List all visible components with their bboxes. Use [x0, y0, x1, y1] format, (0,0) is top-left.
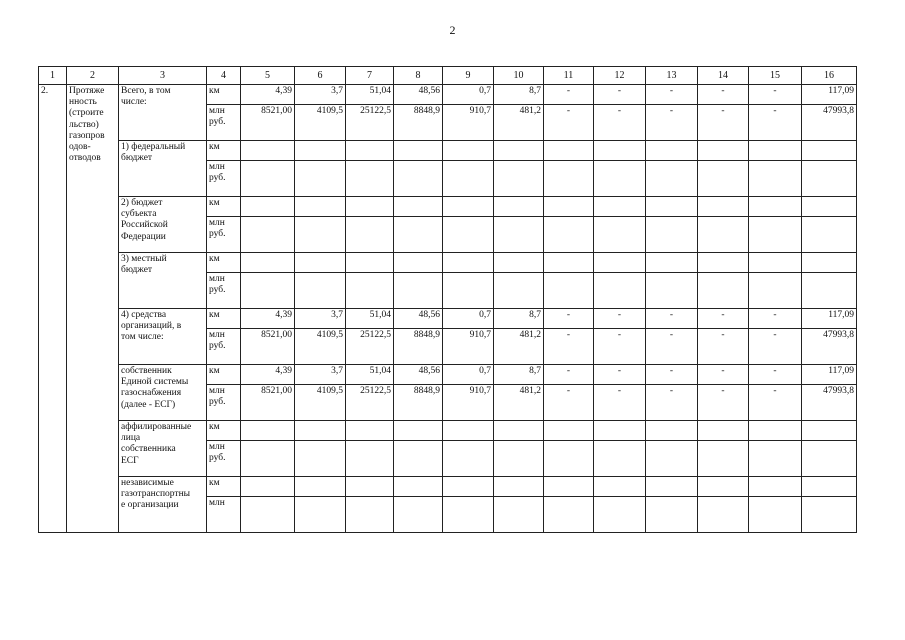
value-cell: [241, 161, 295, 197]
value-cell: -: [646, 385, 698, 421]
value-cell: [802, 421, 857, 441]
value-cell: [394, 477, 443, 497]
value-cell: [295, 197, 346, 217]
value-cell: 51,04: [346, 309, 394, 329]
value-cell: [494, 197, 544, 217]
category-label: аффилированные лица собственника ЕСГ: [119, 421, 207, 477]
value-cell: 8,7: [494, 365, 544, 385]
value-cell: -: [646, 85, 698, 105]
value-cell: [698, 197, 749, 217]
value-cell: 3,7: [295, 365, 346, 385]
value-cell: 481,2: [494, 329, 544, 365]
unit-cell: км: [207, 141, 241, 161]
value-cell: [544, 141, 594, 161]
value-cell: -: [749, 385, 802, 421]
value-cell: [544, 161, 594, 197]
value-cell: [443, 477, 494, 497]
value-cell: 51,04: [346, 365, 394, 385]
value-cell: [646, 477, 698, 497]
value-cell: -: [544, 365, 594, 385]
section-title: Протяже нность (строите льство) газопров одов- отводов: [67, 85, 119, 533]
header-cell: 6: [295, 67, 346, 85]
value-cell: 8848,9: [394, 329, 443, 365]
value-cell: -: [749, 365, 802, 385]
value-cell: [698, 161, 749, 197]
value-cell: 8848,9: [394, 385, 443, 421]
unit-cell: млн руб.: [207, 273, 241, 309]
value-cell: [802, 477, 857, 497]
value-cell: [594, 253, 646, 273]
value-cell: 4109,5: [295, 385, 346, 421]
value-cell: -: [749, 105, 802, 141]
value-cell: [544, 441, 594, 477]
category-label: 1) федеральный бюджет: [119, 141, 207, 197]
value-cell: 910,7: [443, 329, 494, 365]
value-cell: 910,7: [443, 105, 494, 141]
value-cell: [749, 253, 802, 273]
value-cell: 47993,8: [802, 385, 857, 421]
value-cell: [594, 161, 646, 197]
value-cell: [544, 273, 594, 309]
value-cell: [394, 253, 443, 273]
unit-cell: млн руб.: [207, 105, 241, 141]
unit-cell: млн руб.: [207, 385, 241, 421]
value-cell: -: [698, 385, 749, 421]
header-cell: 5: [241, 67, 295, 85]
value-cell: [698, 273, 749, 309]
value-cell: [295, 477, 346, 497]
value-cell: -: [594, 329, 646, 365]
value-cell: [241, 477, 295, 497]
value-cell: [443, 253, 494, 273]
value-cell: [443, 421, 494, 441]
value-cell: [802, 217, 857, 253]
value-cell: [443, 141, 494, 161]
value-cell: [346, 197, 394, 217]
value-cell: [443, 161, 494, 197]
header-row: [39, 67, 857, 85]
unit-cell: млн руб.: [207, 217, 241, 253]
table-row: [39, 141, 857, 161]
value-cell: [394, 197, 443, 217]
value-cell: [494, 441, 544, 477]
value-cell: [241, 141, 295, 161]
header-cell: 10: [494, 67, 544, 85]
value-cell: 4109,5: [295, 329, 346, 365]
value-cell: [544, 497, 594, 533]
value-cell: [698, 421, 749, 441]
value-cell: [295, 441, 346, 477]
value-cell: [394, 141, 443, 161]
value-cell: -: [544, 329, 594, 365]
unit-cell: млн руб.: [207, 161, 241, 197]
value-cell: [698, 253, 749, 273]
header-cell: 7: [346, 67, 394, 85]
value-cell: [544, 217, 594, 253]
value-cell: 8848,9: [394, 105, 443, 141]
value-cell: [346, 161, 394, 197]
value-cell: [594, 441, 646, 477]
category-label: 4) средства организаций, в том числе:: [119, 309, 207, 365]
value-cell: [544, 253, 594, 273]
unit-cell: км: [207, 85, 241, 105]
header-cell: 9: [443, 67, 494, 85]
value-cell: 51,04: [346, 85, 394, 105]
value-cell: 8521,00: [241, 329, 295, 365]
value-cell: -: [749, 329, 802, 365]
category-label: собственник Единой системы газоснабжения (далее - ЕСГ): [119, 365, 207, 421]
value-cell: 117,09: [802, 309, 857, 329]
value-cell: [295, 217, 346, 253]
value-cell: -: [698, 329, 749, 365]
value-cell: [443, 497, 494, 533]
value-cell: [241, 441, 295, 477]
value-cell: -: [646, 105, 698, 141]
value-cell: -: [749, 309, 802, 329]
value-cell: [749, 441, 802, 477]
unit-cell: км: [207, 197, 241, 217]
value-cell: [749, 421, 802, 441]
value-cell: [594, 273, 646, 309]
value-cell: [544, 197, 594, 217]
header-cell: 12: [594, 67, 646, 85]
value-cell: [749, 497, 802, 533]
value-cell: -: [646, 365, 698, 385]
value-cell: [544, 421, 594, 441]
value-cell: [594, 477, 646, 497]
value-cell: [802, 497, 857, 533]
value-cell: [544, 477, 594, 497]
value-cell: [698, 217, 749, 253]
value-cell: 481,2: [494, 105, 544, 141]
value-cell: -: [594, 385, 646, 421]
value-cell: [646, 141, 698, 161]
value-cell: [394, 161, 443, 197]
value-cell: [443, 217, 494, 253]
category-label: независимые газотранспортны е организации: [119, 477, 207, 533]
value-cell: 47993,8: [802, 329, 857, 365]
value-cell: 0,7: [443, 85, 494, 105]
category-label: 2) бюджет субъекта Российской Федерации: [119, 197, 207, 253]
header-cell: 11: [544, 67, 594, 85]
unit-cell: млн руб.: [207, 441, 241, 477]
value-cell: 8,7: [494, 309, 544, 329]
value-cell: -: [646, 309, 698, 329]
value-cell: [802, 161, 857, 197]
unit-cell: млн руб.: [207, 329, 241, 365]
value-cell: [494, 273, 544, 309]
value-cell: -: [594, 309, 646, 329]
value-cell: [295, 273, 346, 309]
value-cell: 4,39: [241, 309, 295, 329]
value-cell: [346, 497, 394, 533]
value-cell: [295, 141, 346, 161]
value-cell: [241, 253, 295, 273]
value-cell: 25122,5: [346, 105, 394, 141]
value-cell: [698, 497, 749, 533]
value-cell: -: [698, 365, 749, 385]
value-cell: [295, 161, 346, 197]
value-cell: 8,7: [494, 85, 544, 105]
value-cell: [346, 441, 394, 477]
header-cell: 15: [749, 67, 802, 85]
value-cell: [749, 273, 802, 309]
value-cell: [594, 197, 646, 217]
value-cell: [494, 497, 544, 533]
value-cell: [594, 217, 646, 253]
unit-cell: км: [207, 421, 241, 441]
header-cell: 1: [39, 67, 67, 85]
value-cell: [346, 141, 394, 161]
value-cell: [443, 197, 494, 217]
value-cell: [594, 421, 646, 441]
value-cell: 3,7: [295, 309, 346, 329]
value-cell: [295, 253, 346, 273]
value-cell: 0,7: [443, 365, 494, 385]
value-cell: 25122,5: [346, 329, 394, 365]
value-cell: [594, 141, 646, 161]
category-label: 3) местный бюджет: [119, 253, 207, 309]
table-row: [39, 253, 857, 273]
table-row: [39, 477, 857, 497]
value-cell: [749, 141, 802, 161]
value-cell: -: [544, 309, 594, 329]
value-cell: [346, 273, 394, 309]
value-cell: [802, 273, 857, 309]
value-cell: [646, 441, 698, 477]
value-cell: [646, 497, 698, 533]
value-cell: [346, 477, 394, 497]
table-row: [39, 85, 857, 105]
table-row: [39, 365, 857, 385]
value-cell: [443, 441, 494, 477]
value-cell: -: [646, 329, 698, 365]
unit-cell: км: [207, 253, 241, 273]
value-cell: 4,39: [241, 85, 295, 105]
value-cell: -: [594, 365, 646, 385]
value-cell: 48,56: [394, 309, 443, 329]
value-cell: 3,7: [295, 85, 346, 105]
header-cell: 3: [119, 67, 207, 85]
value-cell: [494, 253, 544, 273]
value-cell: 8521,00: [241, 385, 295, 421]
value-cell: [494, 217, 544, 253]
value-cell: [394, 441, 443, 477]
unit-cell: км: [207, 365, 241, 385]
value-cell: [646, 273, 698, 309]
value-cell: [749, 477, 802, 497]
page-number: 2: [449, 23, 456, 37]
value-cell: 47993,8: [802, 105, 857, 141]
value-cell: -: [594, 105, 646, 141]
value-cell: 4,39: [241, 365, 295, 385]
value-cell: [494, 141, 544, 161]
table-row: [39, 309, 857, 329]
value-cell: [494, 421, 544, 441]
value-cell: [295, 497, 346, 533]
value-cell: 481,2: [494, 385, 544, 421]
value-cell: -: [544, 385, 594, 421]
category-label: Всего, в том числе:: [119, 85, 207, 141]
value-cell: [646, 421, 698, 441]
header-cell: 13: [646, 67, 698, 85]
value-cell: -: [698, 105, 749, 141]
value-cell: -: [594, 85, 646, 105]
value-cell: [802, 253, 857, 273]
value-cell: 0,7: [443, 309, 494, 329]
value-cell: [394, 273, 443, 309]
value-cell: [646, 253, 698, 273]
value-cell: [802, 141, 857, 161]
value-cell: [241, 197, 295, 217]
section-number: 2.: [39, 85, 67, 533]
value-cell: [494, 161, 544, 197]
unit-cell: км: [207, 477, 241, 497]
table-row: [39, 421, 857, 441]
value-cell: -: [698, 309, 749, 329]
value-cell: [394, 497, 443, 533]
data-table: [38, 66, 857, 533]
value-cell: [241, 421, 295, 441]
value-cell: [698, 477, 749, 497]
table-row: [39, 197, 857, 217]
value-cell: -: [749, 85, 802, 105]
value-cell: [346, 217, 394, 253]
header-cell: 2: [67, 67, 119, 85]
value-cell: [394, 421, 443, 441]
value-cell: [646, 197, 698, 217]
value-cell: [394, 217, 443, 253]
value-cell: [295, 421, 346, 441]
value-cell: [646, 217, 698, 253]
value-cell: [346, 421, 394, 441]
value-cell: [646, 161, 698, 197]
value-cell: [749, 217, 802, 253]
unit-cell: млн: [207, 497, 241, 533]
header-cell: 8: [394, 67, 443, 85]
value-cell: [494, 477, 544, 497]
header-cell: 14: [698, 67, 749, 85]
value-cell: [698, 441, 749, 477]
value-cell: -: [544, 85, 594, 105]
value-cell: -: [544, 105, 594, 141]
value-cell: [241, 217, 295, 253]
value-cell: 8521,00: [241, 105, 295, 141]
value-cell: 4109,5: [295, 105, 346, 141]
value-cell: [346, 253, 394, 273]
header-cell: 4: [207, 67, 241, 85]
value-cell: [241, 497, 295, 533]
value-cell: [802, 197, 857, 217]
value-cell: [594, 497, 646, 533]
value-cell: 117,09: [802, 85, 857, 105]
value-cell: 48,56: [394, 85, 443, 105]
value-cell: 910,7: [443, 385, 494, 421]
value-cell: [802, 441, 857, 477]
value-cell: 117,09: [802, 365, 857, 385]
value-cell: -: [698, 85, 749, 105]
value-cell: [698, 141, 749, 161]
value-cell: [443, 273, 494, 309]
header-cell: 16: [802, 67, 857, 85]
value-cell: [749, 197, 802, 217]
value-cell: [241, 273, 295, 309]
value-cell: 48,56: [394, 365, 443, 385]
unit-cell: км: [207, 309, 241, 329]
value-cell: 25122,5: [346, 385, 394, 421]
value-cell: [749, 161, 802, 197]
